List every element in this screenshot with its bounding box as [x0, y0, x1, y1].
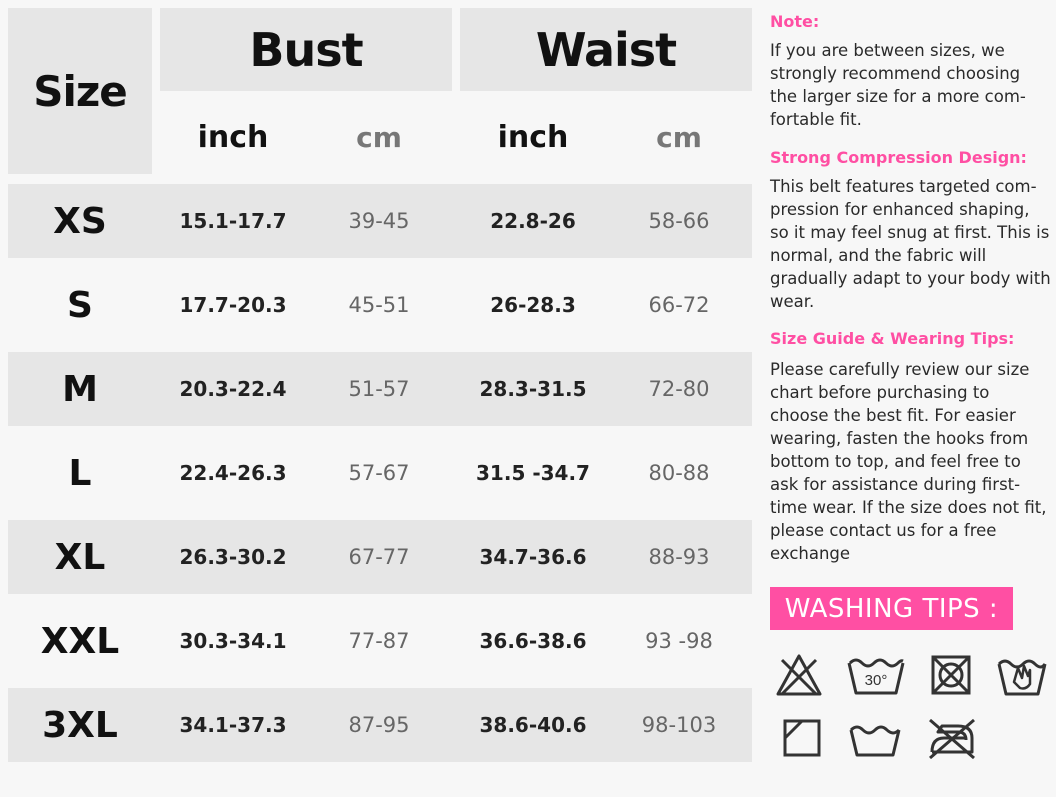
bust-header-label: Bust: [249, 22, 363, 77]
bust-inch-cell: [160, 184, 306, 258]
bust-cm-cell: [306, 268, 452, 342]
bust-inch-cell: [160, 520, 306, 594]
bust-cm-cell: [306, 436, 452, 510]
no-tumble-dry-icon: [930, 654, 972, 696]
wash-temp-label: 30°: [864, 672, 888, 689]
bust-inch-value: 15.1-17.7: [179, 209, 287, 233]
bust-cm-value: 77-87: [348, 629, 410, 653]
waist-cm-value: 80-88: [648, 461, 710, 485]
bust-cm-cell: [306, 184, 452, 258]
waist-inch-cell: [460, 268, 606, 342]
waist-inch-cell: [460, 688, 606, 762]
bust-inch-value: 20.3-22.4: [179, 377, 287, 401]
waist-inch-header: [460, 100, 606, 174]
size-guide-text: Please carefully review our size chart before purchasing to choose the best fit. For easier wearing, fasten the hooks from bottom to top, and feel free to ask for assistance during first-time wear. If the size does not fit, please contact us for a free exchange: [770, 360, 1047, 563]
unit-label: cm: [356, 120, 402, 154]
bust-cm-cell: [306, 352, 452, 426]
bust-inch-cell: [160, 688, 306, 762]
note-text: If you are between sizes, we strongly recommend choosing the larger size for a more com-fortable fit.: [770, 41, 1026, 129]
size-cell: [8, 604, 152, 678]
waist-cm-value: 98-103: [641, 713, 717, 737]
bust-cm-value: 45-51: [348, 293, 410, 317]
note-title: Note:: [770, 12, 820, 31]
bust-header: [160, 8, 452, 91]
waist-inch-value: 36.6-38.6: [479, 629, 587, 653]
waist-cm-value: 93 -98: [645, 629, 713, 653]
waist-cm-value: 72-80: [648, 377, 710, 401]
waist-cm-cell: [606, 352, 752, 426]
size-label: 3XL: [42, 704, 118, 746]
note-section: [770, 12, 1052, 131]
unit-label: cm: [656, 120, 702, 154]
no-iron-icon: [924, 714, 980, 760]
bust-inch-cell: [160, 436, 306, 510]
waist-header-label: Waist: [535, 22, 677, 77]
size-label: XL: [54, 536, 106, 578]
bust-cm-cell: [306, 688, 452, 762]
waist-inch-value: 38.6-40.6: [479, 713, 587, 737]
waist-cm-cell: [606, 268, 752, 342]
size-guide-section: [770, 329, 1052, 565]
bust-cm-value: 67-77: [348, 545, 410, 569]
size-label: S: [67, 284, 93, 326]
bust-inch-value: 22.4-26.3: [179, 461, 287, 485]
bust-inch-cell: [160, 604, 306, 678]
waist-inch-cell: [460, 436, 606, 510]
waist-cm-cell: [606, 184, 752, 258]
washing-tips-badge: WASHING TIPS :: [770, 587, 1013, 630]
compression-title: Strong Compression Design:: [770, 148, 1027, 167]
waist-cm-cell: [606, 688, 752, 762]
bust-inch-value: 17.7-20.3: [179, 293, 287, 317]
waist-inch-value: 34.7-36.6: [479, 545, 587, 569]
size-cell: [8, 184, 152, 258]
hand-wash-icon: [996, 652, 1048, 698]
size-guide-title: Size Guide & Wearing Tips:: [770, 329, 1015, 348]
size-cell: [8, 688, 152, 762]
bust-cm-cell: [306, 604, 452, 678]
size-label: XXL: [40, 620, 120, 662]
size-cell: [8, 436, 152, 510]
bust-inch-value: 30.3-34.1: [179, 629, 287, 653]
waist-inch-cell: [460, 352, 606, 426]
waist-inch-cell: [460, 604, 606, 678]
waist-inch-cell: [460, 520, 606, 594]
waist-cm-value: 58-66: [648, 209, 710, 233]
waist-header: [460, 8, 752, 91]
dry-flat-icon: [782, 718, 822, 758]
compression-text: This belt features targeted com-pression for enhanced shaping, so it may feel snug at first. This is normal, and the fabric will gradually adapt to your body with wear.: [770, 177, 1051, 311]
size-label: M: [62, 368, 98, 410]
waist-inch-cell: [460, 184, 606, 258]
size-cell: [8, 268, 152, 342]
bust-inch-cell: [160, 268, 306, 342]
waist-cm-value: 66-72: [648, 293, 710, 317]
bust-cm-header: [306, 100, 452, 174]
bust-inch-value: 26.3-30.2: [179, 545, 287, 569]
compression-section: [770, 148, 1052, 313]
waist-cm-cell: [606, 520, 752, 594]
size-header-label: Size: [33, 66, 127, 116]
size-label: XS: [53, 200, 107, 242]
no-bleach-icon: [774, 652, 824, 698]
waist-cm-cell: [606, 436, 752, 510]
bust-cm-value: 51-57: [348, 377, 410, 401]
waist-inch-value: 28.3-31.5: [479, 377, 587, 401]
bust-cm-value: 87-95: [348, 713, 410, 737]
waist-cm-header: [606, 100, 752, 174]
waist-inch-value: 31.5 -34.7: [476, 461, 590, 485]
bust-inch-value: 34.1-37.3: [179, 713, 287, 737]
bust-cm-value: 39-45: [348, 209, 410, 233]
waist-inch-value: 26-28.3: [490, 293, 576, 317]
waist-inch-value: 22.8-26: [490, 209, 576, 233]
size-cell: [8, 520, 152, 594]
bust-cm-value: 57-67: [348, 461, 410, 485]
bust-cm-cell: [306, 520, 452, 594]
bust-inch-header: [160, 100, 306, 174]
waist-cm-cell: [606, 604, 752, 678]
waist-cm-value: 88-93: [648, 545, 710, 569]
size-cell: [8, 352, 152, 426]
wash-30-icon: [846, 655, 906, 697]
unit-label: inch: [497, 119, 569, 155]
size-label: L: [68, 452, 92, 494]
unit-label: inch: [197, 119, 269, 155]
size-header: [8, 8, 152, 174]
bust-inch-cell: [160, 352, 306, 426]
wash-basin-icon: [848, 722, 902, 758]
